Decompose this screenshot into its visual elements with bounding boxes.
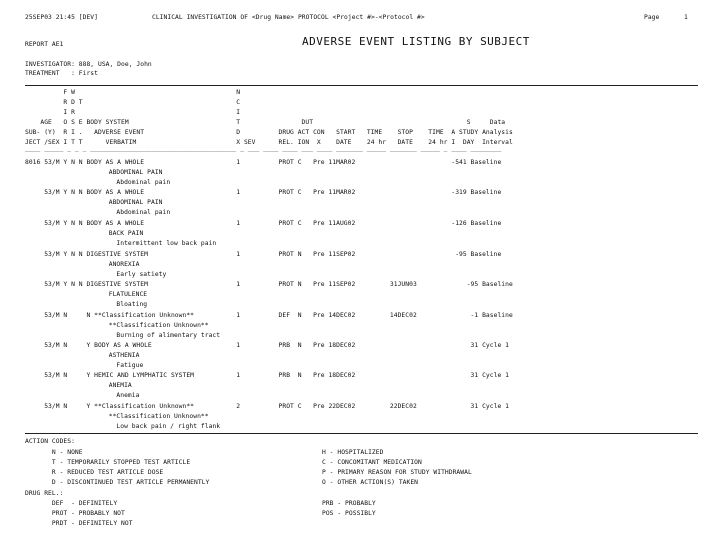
column-header-line-1: F W N xyxy=(25,89,241,96)
action-code-item: C - CONCOMITANT MEDICATION xyxy=(322,459,422,466)
table-row: 53/M Y N N BODY AS A WHOLE 1 PROT C Pre 11MAR02 -319 Baseline xyxy=(25,189,502,196)
column-header-line-6: JECT /SEX I T T VERBATIM X SEV REL. ION X DATE 24 hr DATE 24 hr I DAY Interval xyxy=(25,139,513,146)
table-row: 53/M N Y HEMIC AND LYMPHATIC SYSTEM 1 PRB N Pre 18DEC02 31 Cycle 1 xyxy=(25,372,509,379)
table-row: 53/M N Y BODY AS A WHOLE 1 PRB N Pre 18DEC02 31 Cycle 1 xyxy=(25,342,509,349)
preferred-term: ABDOMINAL PAIN xyxy=(78,169,163,176)
column-header-line-3: I R I xyxy=(25,109,241,116)
preferred-term: ABDOMINAL PAIN xyxy=(78,199,163,206)
action-code-item: H - HOSPITALIZED xyxy=(322,449,384,456)
verbatim-term: Burning of alimentary tract xyxy=(78,332,221,339)
preferred-term: BACK PAIN xyxy=(78,230,144,237)
verbatim-term: Anemia xyxy=(78,392,140,399)
table-row: 53/M N N **Classification Unknown** 1 DEF N Pre 14DEC02 14DEC02 -1 Baseline xyxy=(25,312,513,319)
treatment-line: TREATMENT : First xyxy=(25,70,98,77)
preferred-term: ANEMIA xyxy=(78,382,132,389)
investigator-line: INVESTIGATOR: 888, USA, Doe, John xyxy=(25,61,152,68)
action-codes-title: ACTION CODES: xyxy=(25,438,75,445)
verbatim-term: Low back pain / right flank xyxy=(78,423,221,430)
table-row: 53/M N Y **Classification Unknown** 2 PROT C Pre 22DEC02 22DEC02 31 Cycle 1 xyxy=(25,403,509,410)
preferred-term: **Classification Unknown** xyxy=(78,322,209,329)
verbatim-term: Early satiety xyxy=(78,271,167,278)
drug-rel-title: DRUG REL.: xyxy=(25,490,64,497)
column-header-line-5: SUB- (Y) R I . ADVERSE EVENT D DRUG ACT CON START TIME STOP TIME A STUDY Analysis xyxy=(25,129,513,136)
report-title: ADVERSE EVENT LISTING BY SUBJECT xyxy=(302,35,530,48)
column-underline: ____ _____ _ _ _ ______________________________________ _ ___ ____ ____ ___ ____ _______ _____ _______ _____ _ ____ ________ xyxy=(25,145,502,152)
table-row: 8016 53/M Y N N BODY AS A WHOLE 1 PROT C Pre 11MAR02 -541 Baseline xyxy=(25,159,502,166)
verbatim-term: Abdominal pain xyxy=(78,179,171,186)
report-id: REPORT AE1 xyxy=(25,41,64,48)
page-number: 1 xyxy=(684,14,688,21)
preferred-term: FLATULENCE xyxy=(78,291,148,298)
action-code-item: R - REDUCED TEST ARTICLE DOSE xyxy=(25,469,164,476)
action-code-item: N - NONE xyxy=(25,449,83,456)
drug-rel-item: POS - POSSIBLY xyxy=(322,510,376,517)
column-header-line-4: AGE O S E BODY SYSTEM T DUT S Data xyxy=(25,119,506,126)
action-code-item: P - PRIMARY REASON FOR STUDY WITHDRAWAL xyxy=(322,469,472,476)
preferred-term: ANOREXIA xyxy=(78,261,140,268)
header-rule xyxy=(25,85,698,86)
action-code-item: O - OTHER ACTION(S) TAKEN xyxy=(322,479,419,486)
footer-rule xyxy=(25,433,698,434)
run-stamp: 25SEP03 21:45 [DEV] xyxy=(25,14,98,21)
drug-rel-item: PRDT - DEFINITELY NOT xyxy=(25,520,133,527)
drug-rel-item: PROT - PROBABLY NOT xyxy=(25,510,125,517)
column-header-line-2: R D T C xyxy=(25,99,241,106)
preferred-term: ASTHENIA xyxy=(78,352,140,359)
preferred-term: **Classification Unknown** xyxy=(78,413,209,420)
action-code-item: T - TEMPORARILY STOPPED TEST ARTICLE xyxy=(25,459,191,466)
table-row: 53/M Y N N BODY AS A WHOLE 1 PROT C Pre 11AUG02 -126 Baseline xyxy=(25,220,502,227)
verbatim-term: Fatigue xyxy=(78,362,144,369)
drug-rel-item: DEF - DEFINITELY xyxy=(25,500,118,507)
page-label: Page xyxy=(644,14,660,21)
study-title: CLINICAL INVESTIGATION OF <Drug Name> PROTOCOL <Project #>-<Protocol #> xyxy=(152,14,425,21)
action-code-item: D - DISCONTINUED TEST ARTICLE PERMANENTLY xyxy=(25,479,210,486)
drug-rel-item: PRB - PROBABLY xyxy=(322,500,376,507)
verbatim-term: Intermittent low back pain xyxy=(78,240,217,247)
table-row: 53/M Y N N DIGESTIVE SYSTEM 1 PROT N Pre 11SEP02 31JUN03 -95 Baseline xyxy=(25,281,513,288)
verbatim-term: Bloating xyxy=(78,301,148,308)
table-row: 53/M Y N N DIGESTIVE SYSTEM 1 PROT N Pre 11SEP02 -95 Baseline xyxy=(25,251,502,258)
verbatim-term: Abdominal pain xyxy=(78,209,171,216)
